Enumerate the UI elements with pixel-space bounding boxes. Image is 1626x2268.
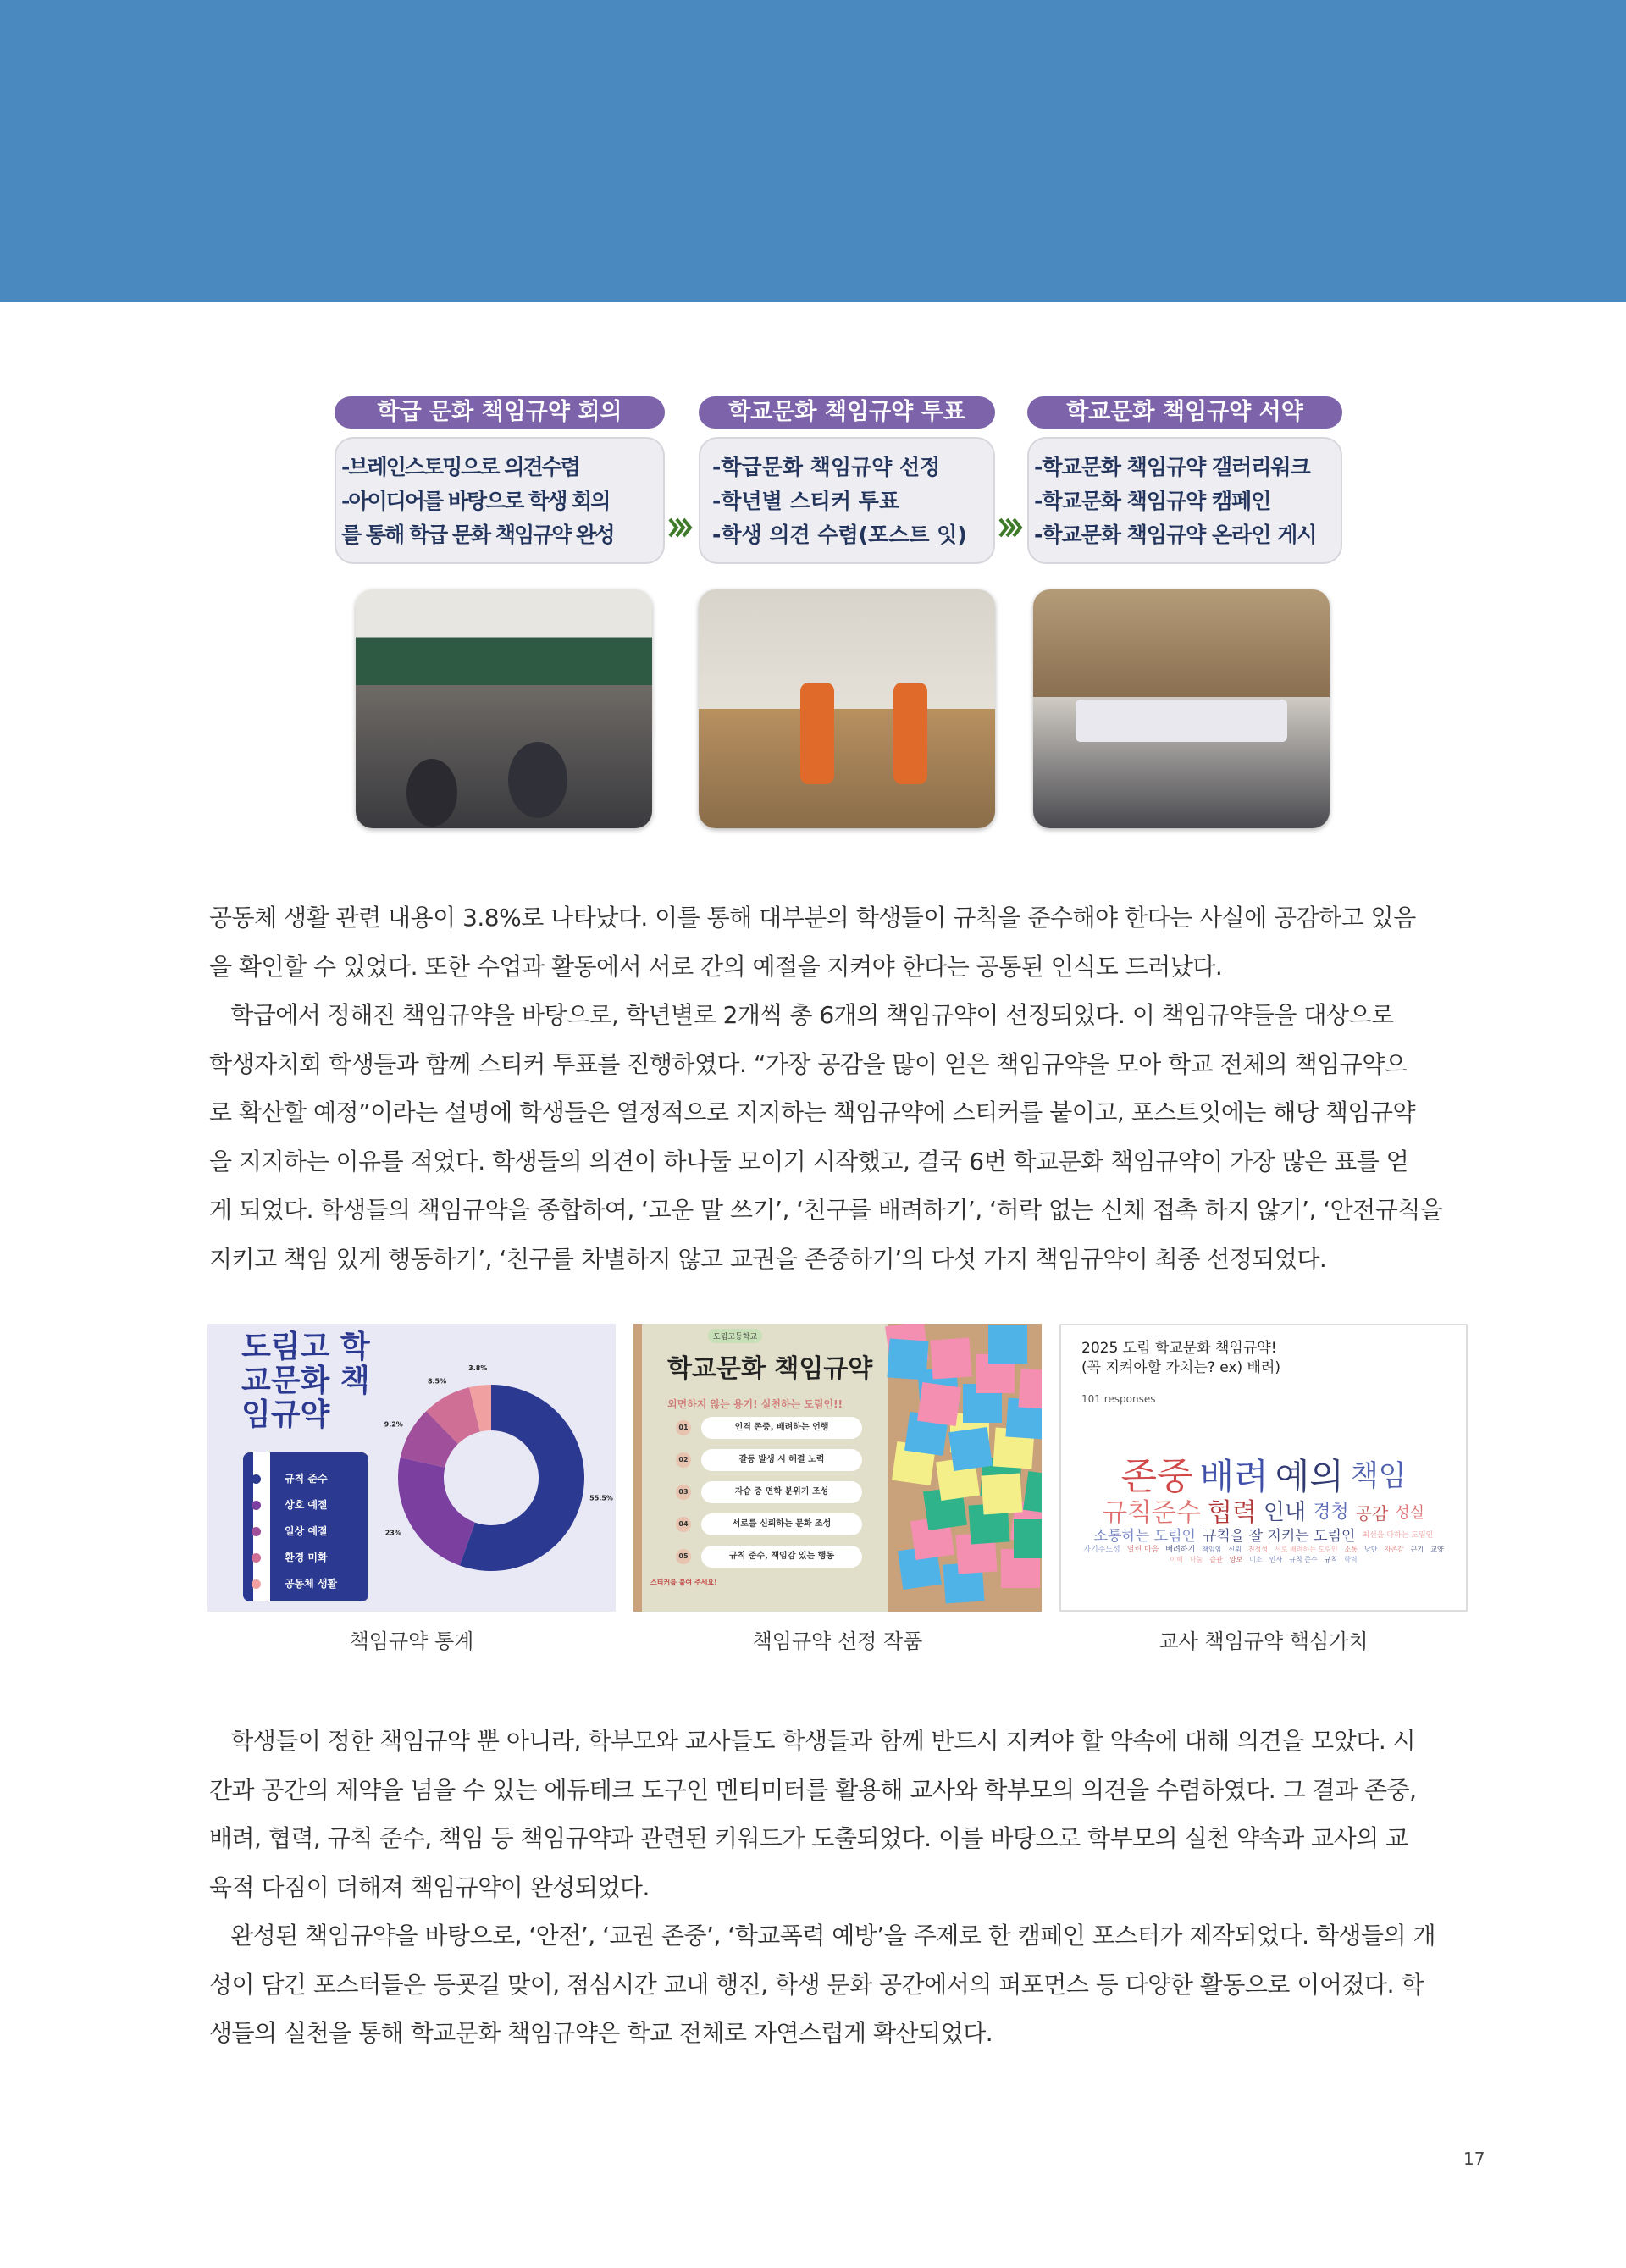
legend-item: 일상 예절	[252, 1524, 328, 1538]
legend-item: 환경 미화	[252, 1550, 328, 1564]
stage-box	[699, 437, 995, 564]
photo-pledge-group	[1033, 589, 1330, 828]
stage-box	[335, 437, 665, 564]
stage-line: -학교문화 책임규약 캠페인	[1034, 489, 1271, 513]
word-cloud-word: 신뢰	[1228, 1546, 1242, 1554]
poster-subtitle: 외면하지 않는 용기! 실천하는 도림인!!	[667, 1398, 843, 1410]
text-line: 학생들이 정한 책임규약 뿐 아니라, 학부모와 교사들도 학생들과 함께 반드시 지켜야 할 약속에 대해 의견을 모았다. 시	[209, 1727, 1416, 1755]
stage-title: 학교문화 책임규약 투표	[699, 396, 995, 429]
word-cloud-word: 끈기	[1410, 1546, 1424, 1554]
word-cloud-word: 미소	[1249, 1555, 1263, 1563]
poster-tag: 도림고등학교	[708, 1329, 762, 1343]
legend-item: 상호 예절	[252, 1497, 328, 1512]
donut-chart	[207, 1324, 616, 1612]
stage-line: -브레인스토밍으로 의견수렴	[341, 455, 579, 479]
post-it-note	[981, 1473, 1022, 1514]
poster-rule: 03 자습 중 면학 분위기 조성	[676, 1481, 879, 1505]
poster-title: 학교문화 책임규약	[667, 1354, 873, 1384]
post-it-note	[948, 1427, 993, 1471]
text-line: 성이 담긴 포스터들은 등굣길 맞이, 점심시간 교내 행진, 학생 문화 공간에서의 퍼포먼스 등 다양한 활동으로 이어졌다. 학	[209, 1970, 1424, 1999]
caption: 책임규약 선정 작품	[752, 1629, 923, 1653]
stage-line: -학생 의견 수렴(포스트 잇)	[712, 523, 967, 547]
data-label: 9.2%	[384, 1420, 403, 1429]
text-line: 학급에서 정해진 책임규약을 바탕으로, 학년별로 2개씩 총 6개의 책임규약이 선정되었다. 이 책임규약들을 대상으로	[209, 1001, 1394, 1029]
post-it-note	[917, 1382, 961, 1426]
text-line: 배려, 협력, 규칙 준수, 책임 등 책임규약과 관련된 키워드가 도출되었다. 이를 바탕으로 학부모의 실천 약속과 교사의 교	[209, 1824, 1408, 1852]
word-cloud-word: 책임임	[1202, 1546, 1222, 1554]
word-cloud-word: 성실	[1395, 1503, 1425, 1522]
stage-school-vote	[699, 396, 995, 564]
word-cloud-word: 열린 마음	[1126, 1545, 1159, 1554]
process-diagram	[335, 396, 1342, 837]
word-cloud-word: 인사	[1269, 1555, 1283, 1563]
word-cloud-word: 서로 배려하는 도림인	[1275, 1546, 1338, 1554]
post-it-note	[1014, 1519, 1042, 1558]
data-label: 55.5%	[589, 1494, 613, 1502]
word-cloud-word: 교양	[1430, 1546, 1444, 1554]
word-cloud-word: 이해	[1170, 1555, 1183, 1563]
word-cloud-word: 예의	[1275, 1455, 1344, 1497]
word-cloud-word: 규칙	[1324, 1555, 1338, 1563]
post-it-note	[988, 1325, 1027, 1364]
donut-slice	[398, 1458, 475, 1565]
word-cloud-word: 협력	[1207, 1498, 1257, 1528]
sticker-prompt: 스티커를 붙여 주세요!	[650, 1579, 717, 1586]
stage-line: -학년별 스티커 투표	[712, 489, 899, 513]
word-cloud	[1075, 1417, 1452, 1603]
word-cloud-word: 진정성	[1247, 1546, 1269, 1554]
legend-item: 공동체 생활	[252, 1576, 337, 1590]
stage-line: -아이디어를 바탕으로 학생 회의	[341, 489, 610, 513]
text-line: 육적 다짐이 더해져 책임규약이 완성되었다.	[209, 1872, 650, 1901]
data-label: 23%	[384, 1529, 401, 1537]
triple-chevron-right-icon	[998, 515, 1024, 540]
photo-classroom-meeting	[356, 589, 652, 828]
text-line: 공동체 생활 관련 내용이 3.8%로 나타났다. 이를 통해 대부분의 학생들이 규칙을 준수해야 한다는 사실에 공감하고 있음	[209, 904, 1416, 932]
word-cloud-word: 자존감	[1384, 1546, 1404, 1554]
word-cloud-word: 경청	[1313, 1502, 1349, 1524]
triple-chevron-right-icon	[668, 515, 694, 540]
text-line: 게 되었다. 학생들의 책임규약을 종합하여, ‘고운 말 쓰기’, ‘친구를 배려하기’, ‘허락 없는 신체 접촉 하지 않기’, ‘안전규칙을	[209, 1196, 1443, 1224]
post-it-note	[1023, 1471, 1042, 1515]
word-cloud-word: 나눔	[1189, 1555, 1203, 1563]
poster-rule: 01 인격 존중, 배려하는 언행	[676, 1417, 879, 1441]
body-paragraph-2	[209, 1717, 1471, 2058]
text-line: 을 지지하는 이유를 적었다. 학생들의 의견이 하나둘 모이기 시작했고, 결국 6번 학교문화 책임규약이 가장 많은 표를 얻	[209, 1147, 1409, 1175]
stage-school-pledge	[1027, 396, 1342, 564]
text-line: 로 확산할 예정”이라는 설명에 학생들은 열정적으로 지지하는 책임규약에 스티커를 붙이고, 포스트잇에는 해당 책임규약	[209, 1098, 1416, 1126]
post-it-note	[930, 1337, 971, 1379]
text-line: 완성된 책임규약을 바탕으로, ‘안전’, ‘교권 존중’, ‘학교폭력 예방’을 주제로 한 캠페인 포스터가 제작되었다. 학생들의 개	[209, 1922, 1436, 1950]
body-paragraph-1	[209, 893, 1471, 1283]
chart-title: 도림고 학교문화 책임규약	[241, 1330, 370, 1432]
text-line: 간과 공간의 제약을 넘을 수 있는 에듀테크 도구인 멘티미터를 활용해 교사와 학부모의 의견을 수렴하였다. 그 결과 존중,	[209, 1775, 1417, 1804]
figure-word-cloud	[1059, 1324, 1468, 1612]
text-line: 지키고 책임 있게 행동하기’, ‘친구를 차별하지 않고 교권을 존중하기’의 다섯 가지 책임규약이 최종 선정되었다.	[209, 1244, 1327, 1273]
word-cloud-word: 규칙을 잘 지키는 도림인	[1202, 1528, 1356, 1545]
word-cloud-word: 존중	[1120, 1454, 1193, 1498]
stage-line: -학교문화 책임규약 갤러리워크	[1034, 455, 1310, 479]
header-banner	[0, 0, 1626, 302]
word-cloud-word: 최선을 다하는 도림인	[1362, 1531, 1434, 1541]
post-it-note	[1018, 1368, 1042, 1409]
figure-selected-poster	[633, 1324, 1042, 1612]
text-line: 을 확인할 수 있었다. 또한 수업과 활동에서 서로 간의 예절을 지켜야 한다는 공통된 인식도 드러났다.	[209, 952, 1223, 981]
text-line: 학생자치회 학생들과 함께 스티커 투표를 진행하였다. “가장 공감을 많이 얻은 책임규약을 모아 학교 전체의 책임규약으	[209, 1049, 1408, 1078]
photo-sticker-vote	[699, 589, 995, 828]
word-cloud-word: 학력	[1344, 1555, 1358, 1563]
poster-rule: 05 규칙 준수, 책임감 있는 행동	[676, 1546, 879, 1569]
stage-class-meeting	[335, 396, 665, 564]
word-cloud-word: 양보	[1229, 1555, 1243, 1563]
word-cloud-word: 소통하는 도림인	[1093, 1528, 1196, 1545]
word-cloud-word: 소통	[1344, 1546, 1358, 1554]
poster-rule: 04 서로를 신뢰하는 문화 조성	[676, 1513, 879, 1537]
text-line: 생들의 실천을 통해 학교문화 책임규약은 학교 전체로 자연스럽게 확산되었다.	[209, 2019, 993, 2047]
stage-line: 를 통해 학급 문화 책임규약 완성	[341, 523, 614, 547]
response-count: 101 responses	[1081, 1393, 1156, 1405]
stage-line: -학급문화 책임규약 선정	[712, 455, 941, 479]
stage-box	[1027, 437, 1342, 564]
stage-title: 학급 문화 책임규약 회의	[335, 396, 665, 429]
poster	[642, 1324, 888, 1612]
data-label: 3.8%	[468, 1364, 488, 1372]
word-cloud-word: 배려하기	[1165, 1545, 1196, 1554]
word-cloud-word: 규칙준수	[1102, 1498, 1201, 1528]
stage-line: -학교문화 책임규약 온라인 게시	[1034, 523, 1317, 547]
figure-statistics-chart	[207, 1324, 616, 1612]
word-cloud-word: 습관	[1209, 1555, 1223, 1563]
poster-rule: 02 갈등 발생 시 해결 노력	[676, 1449, 879, 1473]
word-cloud-word: 책임	[1350, 1459, 1407, 1494]
word-cloud-word: 규칙 준수	[1289, 1555, 1318, 1563]
post-it-note	[887, 1338, 928, 1380]
word-cloud-word: 인내	[1263, 1500, 1307, 1526]
data-label: 8.5%	[427, 1377, 447, 1386]
caption: 교사 책임규약 핵심가치	[1159, 1629, 1369, 1653]
page-number: 17	[1463, 2149, 1485, 2169]
legend-item: 규칙 준수	[252, 1471, 328, 1485]
stage-title: 학교문화 책임규약 서약	[1027, 396, 1342, 429]
word-cloud-word: 배려	[1199, 1455, 1269, 1497]
word-cloud-word: 공감	[1355, 1502, 1389, 1524]
word-cloud-word: 낭만	[1364, 1546, 1378, 1554]
wordcloud-question: 2025 도림 학교문화 책임규약! (꼭 지켜야할 가치는? ex) 배려)	[1081, 1340, 1280, 1376]
word-cloud-word: 자기주도성	[1083, 1545, 1120, 1554]
caption: 책임규약 통계	[349, 1629, 474, 1653]
